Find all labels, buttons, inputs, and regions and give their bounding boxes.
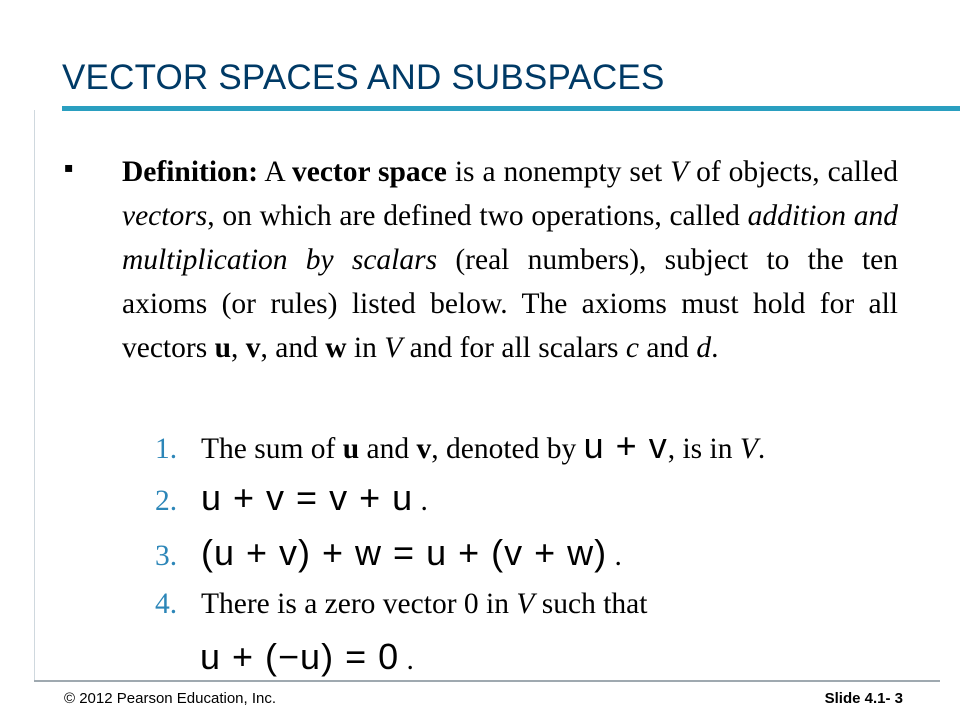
vector-v: v <box>416 433 432 465</box>
math-expression: (u + v) + w = u + (v + w) <box>201 532 608 573</box>
text: , and <box>260 332 326 364</box>
symbol-V: V <box>516 588 535 620</box>
text: (real numbers), subject to the ten axioms (or rules) listed below. The axioms must hold for all vectors <box>122 244 898 364</box>
text: , denoted by <box>431 433 577 465</box>
scalar-c: c <box>625 332 639 364</box>
math-expression: u + (−u) = 0 <box>200 636 400 677</box>
axiom-number: 4. <box>155 588 178 620</box>
slide-title: VECTOR SPACES AND SUBSPACES <box>62 58 665 97</box>
vector-v: v <box>245 332 261 364</box>
scalar-d: d <box>696 332 712 364</box>
definition-paragraph <box>122 150 898 370</box>
term-vector-space: vector space <box>292 156 447 188</box>
axiom-number: 2. <box>155 485 178 517</box>
axiom-2 <box>155 477 428 519</box>
text: of objects, called <box>688 156 898 188</box>
vector-w: w <box>325 332 347 364</box>
math-expression: u + v = v + u <box>201 477 414 518</box>
axiom-number: 3. <box>155 540 178 572</box>
text: The sum of <box>201 433 343 465</box>
title-underline <box>62 106 960 111</box>
text: . <box>406 644 414 676</box>
symbol-V: V <box>384 332 403 364</box>
text: . <box>420 485 428 517</box>
text: , is in <box>667 433 740 465</box>
vector-u: u <box>214 332 231 364</box>
text: and <box>638 332 697 364</box>
axiom-4 <box>155 588 647 621</box>
text: and <box>359 433 417 465</box>
symbol-V: V <box>670 156 689 188</box>
left-divider <box>34 110 35 680</box>
term-operations: addition and multiplication by scalars <box>122 200 898 276</box>
text: such that <box>534 588 648 620</box>
symbol-V: V <box>739 433 758 465</box>
definition-label: Definition: <box>122 156 259 188</box>
text: . <box>614 540 622 572</box>
axiom-number: 1. <box>155 433 178 465</box>
axiom-3 <box>155 532 622 574</box>
bullet-square-icon: ▪ <box>64 160 74 176</box>
text: . <box>711 332 719 364</box>
slide-number: Slide 4.1- 3 <box>824 690 903 707</box>
text: , <box>230 332 246 364</box>
text: . <box>757 433 766 465</box>
vector-u: u <box>342 433 360 465</box>
math-expression: u + v <box>583 425 668 466</box>
axiom-1 <box>155 425 765 467</box>
footer-copyright: © 2012 Pearson Education, Inc. <box>64 690 277 707</box>
text: in <box>346 332 385 364</box>
text: and for all scalars <box>402 332 626 364</box>
axiom-4-equation <box>200 636 414 678</box>
text: There is a zero vector 0 in <box>201 588 517 620</box>
text: is a nonempty set <box>446 156 671 188</box>
text: A <box>258 156 292 188</box>
text: , on which are defined two operations, called <box>207 200 748 232</box>
footer-divider <box>34 680 940 682</box>
term-vectors: vectors <box>122 200 208 232</box>
